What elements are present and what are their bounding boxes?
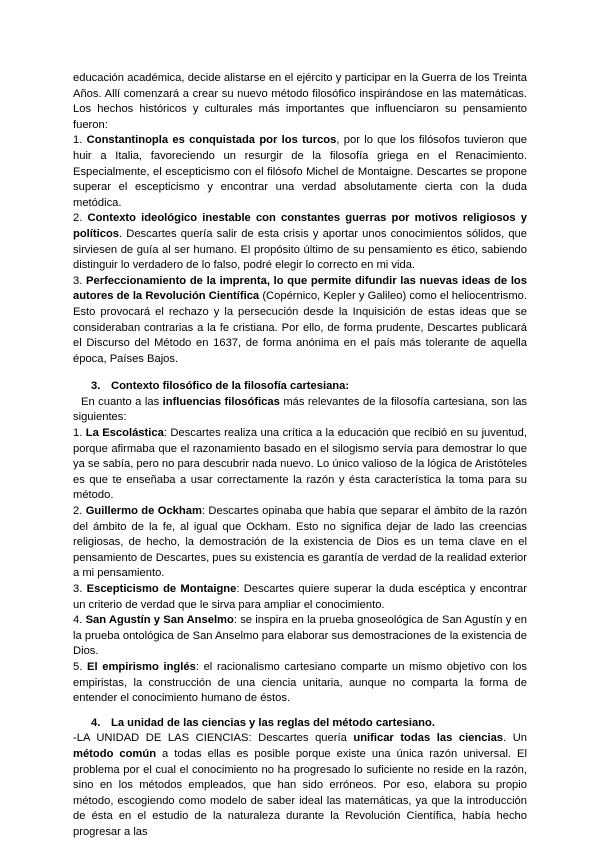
section-heading-4: 4. La unidad de las ciencias y las reglas del método cartesiano. <box>91 716 435 729</box>
document-page <box>73 71 527 841</box>
list-item-empirismo: 5. El empirismo inglés: el racionalismo cartesiano comparte un mismo objetivo con los empiristas, la construcción de una ciencia unitaria, aunque no comparta la forma de entender el conocimiento humano de éstos. <box>73 660 527 705</box>
list-item-agustin-anselmo: 4. San Agustín y San Anselmo: se inspira en la prueba gnoseológica de San Agustín y en la prueba ontológica de San Anselmo para elaborar sus demostraciones de la existencia de Dios. <box>73 614 527 658</box>
list-item-contexto-ideologico: 2. Contexto ideológico inestable con constantes guerras por motivos religiosos y políticos. Descartes quería salir de esta crisis y aportar unos conocimientos sólidos, que sirviesen de guía al ser humano. El propósito último de su pensamiento es ético, sabiendo distinguir lo verdadero de lo falso, podré elegir lo correcto en mi vida. <box>73 212 527 272</box>
list-item-montaigne: 3. Escepticismo de Montaigne: Descartes quiere superar la duda escéptica y encontrar un criterio de verdad que le sirva para ampliar el conocimiento. <box>73 583 527 611</box>
section-heading-3: 3. Contexto filosófico de la filosofía cartesiana: <box>91 380 350 393</box>
paragraph-intro: educación académica, decide alistarse en el ejército y participar en la Guerra de los Treinta Años. Allí comenzará a crear su nuevo método filosófico inspirándose en las matemáticas. Los hechos históricos y culturales más importantes que influenciaron su pensamiento fueron: <box>73 72 527 131</box>
paragraph-influencias: En cuanto a las influencias filosóficas más relevantes de la filosofía cartesiana, son las siguientes: <box>73 395 528 424</box>
list-item-imprenta: 3. Perfeccionamiento de la imprenta, lo que permite difundir las nuevas ideas de los autores de la Revolución Científica (Copérnico, Kepler y Galileo) como el heliocentrismo. Esto provocará el rechazo y la persecución desde la Inquisición de estas ideas que se consideraban contrarias a la fe cristiana. Por ello, de forma prudente, Descartes publicará el Discurso del Método en 1637, de forma anónima en el país más tolerante de aquella época, Países Bajos. <box>73 274 527 365</box>
list-item-escolastica: 1. La Escolástica: Descartes realiza una crítica a la educación que recibió en su juventud, porque afirmaba que el razonamiento basado en el silogismo servía para demostrar lo que ya se sabía, pero no para descubrir nada nuevo. Lo único valioso de la lógica de Aristóteles es que te enseñaba a usar correctamente la razón y ésta característica la toma para su método. <box>73 427 528 502</box>
paragraph-unidad-ciencias: -LA UNIDAD DE LAS CIENCIAS: Descartes quería unificar todas las ciencias. Un método común a todas ellas es posible porque existe una única razón universal. El problema por el cual el conocimiento no ha progresado lo suficiente no reside en la razón, sino en los métodos empleados, que han sido erróneos. Por eso, elabora su propio método, escogiendo como modelo de saber ideal las matemáticas, ya que la introducción de ésta en el estudio de la naturaleza durante la Revolución Científica, había hecho progresar a las <box>73 732 527 838</box>
list-item-ockham: 2. Guillermo de Ockham: Descartes opinaba que había que separar el ámbito de la razón del ámbito de la fe, al igual que Ockham. Esto no significa dejar de lado las creencias religiosas, de hecho, la demostración de la existencia de Dios es un tema clave en el pensamiento de Descartes, pues su existencia es garantía de verdad de la realidad exterior a mi pensamiento. <box>73 505 527 580</box>
list-item-constantinopla: 1. Constantinopla es conquistada por los turcos, por lo que los filósofos tuvieron que huir a Italia, favoreciendo un resurgir de la filosofía griega en el Renacimiento. Especialmente, el escepticismo con el filósofo Michel de Montaigne. Descartes se propone superar el escepticismo y encontrar una verdad absolutamente cierta con la duda metódica. <box>73 134 528 209</box>
